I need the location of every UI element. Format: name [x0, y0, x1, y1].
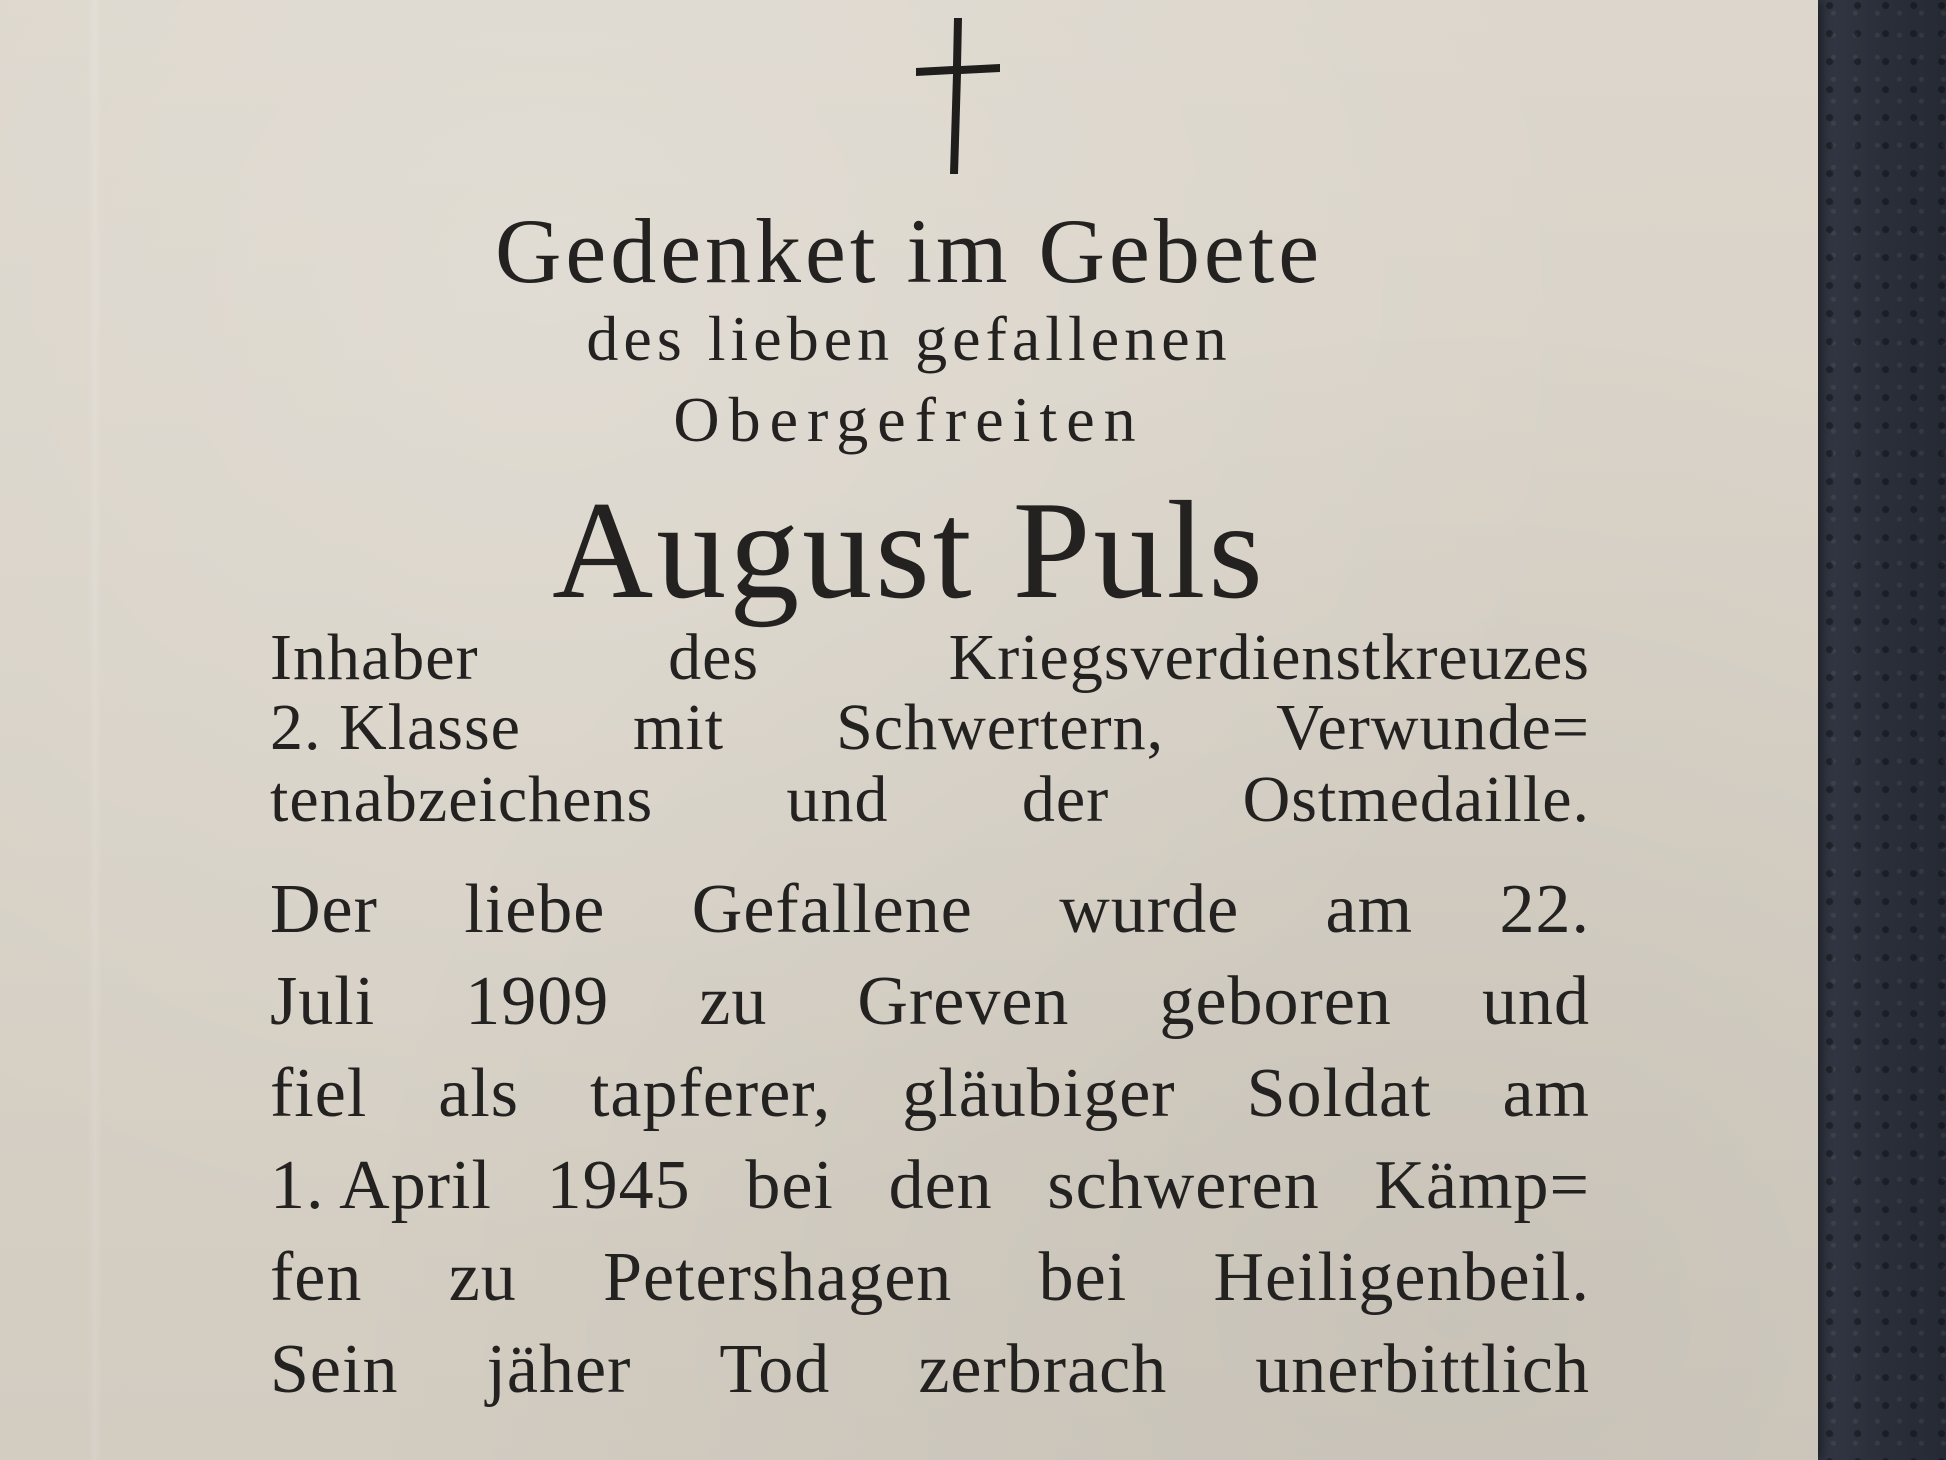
- word: als: [438, 1055, 520, 1132]
- memorial-heading: Gedenket im Gebete: [494, 200, 1324, 302]
- word: Heiligenbeil.: [1213, 1239, 1590, 1316]
- word: Der: [270, 871, 378, 948]
- word: Verwunde=: [1276, 691, 1590, 764]
- word: am: [1502, 1055, 1590, 1132]
- word: fen: [270, 1239, 363, 1316]
- word: bei: [745, 1147, 834, 1224]
- word: wurde: [1059, 871, 1240, 948]
- word: 1909: [465, 963, 610, 1040]
- word: Greven: [857, 963, 1070, 1040]
- deceased-name: August Puls: [552, 473, 1266, 628]
- word: Soldat: [1246, 1055, 1432, 1132]
- word: fiel: [270, 1055, 368, 1132]
- latin-cross-icon: [908, 14, 1008, 179]
- word: und: [786, 763, 889, 836]
- decorations-line: [270, 690, 1590, 766]
- word: und: [1482, 963, 1590, 1040]
- word: Tod: [719, 1331, 831, 1408]
- word: der: [1021, 763, 1110, 836]
- word: 1. April: [270, 1147, 492, 1224]
- word: geboren: [1159, 963, 1392, 1040]
- word: bei: [1038, 1239, 1128, 1316]
- word: Gefallene: [691, 871, 973, 948]
- biography-line: [270, 1330, 1590, 1410]
- word: Inhaber: [270, 621, 479, 694]
- biography-line: [270, 1238, 1590, 1318]
- word: tapferer,: [589, 1055, 832, 1132]
- memorial-subheading: des lieben gefallenen: [586, 303, 1232, 374]
- word: tenabzeichens: [270, 763, 654, 836]
- word: Kriegsverdienstkreuzes: [948, 621, 1590, 694]
- word: Sein: [270, 1331, 399, 1408]
- word: Ostmedaille.: [1242, 763, 1590, 836]
- biography-line: [270, 870, 1590, 950]
- word: Juli: [270, 963, 376, 1040]
- word: Schwertern,: [836, 691, 1165, 764]
- decorations-line: [270, 762, 1590, 838]
- biography-line: [270, 962, 1590, 1042]
- word: den: [888, 1147, 993, 1224]
- decorations-line: [270, 620, 1590, 696]
- word: jäher: [486, 1331, 632, 1408]
- word: zu: [699, 963, 768, 1040]
- word: unerbittlich: [1255, 1331, 1590, 1408]
- word: Petershagen: [603, 1239, 953, 1316]
- word: 22.: [1499, 871, 1590, 948]
- word: Kämp=: [1374, 1147, 1590, 1224]
- word: zerbrach: [918, 1331, 1168, 1408]
- word: mit: [633, 691, 725, 764]
- word: des: [668, 621, 760, 694]
- word: schweren: [1047, 1147, 1320, 1224]
- word: gläubiger: [902, 1055, 1176, 1132]
- biography-line: [270, 1146, 1590, 1226]
- dark-fabric-backdrop: [1796, 0, 1946, 1460]
- word: 2. Klasse: [270, 691, 521, 764]
- word: zu: [448, 1239, 517, 1316]
- word: liebe: [464, 871, 606, 948]
- word: am: [1325, 871, 1414, 948]
- word: 1945: [546, 1147, 691, 1224]
- rank-title: Obergefreiten: [673, 384, 1145, 455]
- biography-line: [270, 1054, 1590, 1134]
